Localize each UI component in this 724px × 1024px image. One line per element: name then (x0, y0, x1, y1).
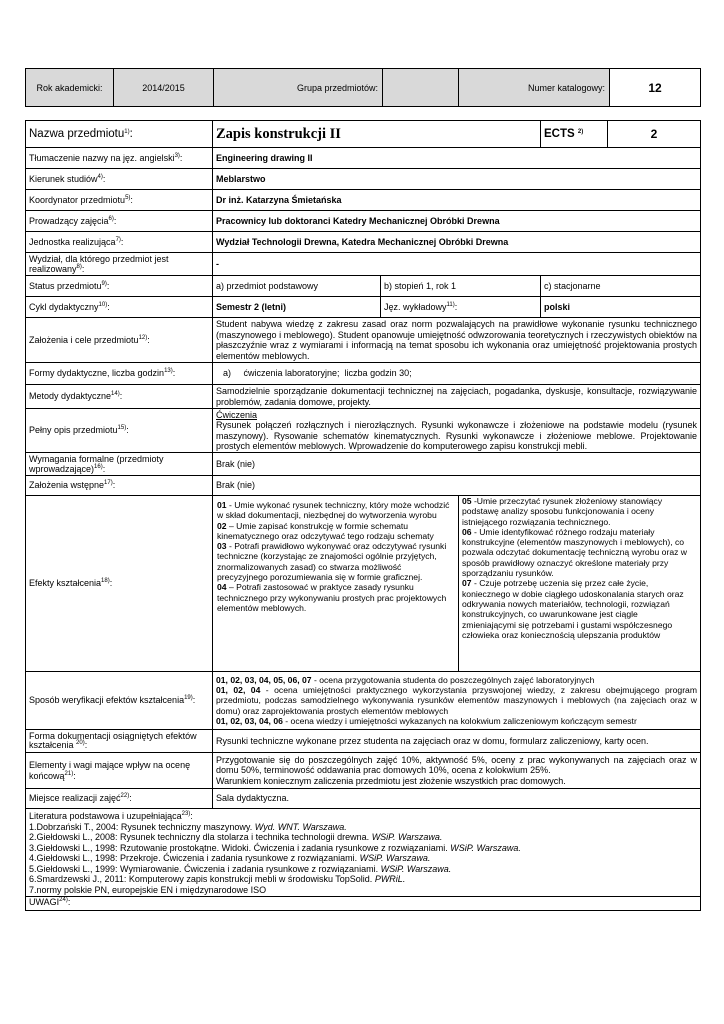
status-mode: c) stacjonarne (541, 276, 701, 297)
description-label: Pełny opis przedmiotu$^{15)}$: (26, 409, 213, 453)
forms-label: Formy dydaktyczne, liczba godzin$^{13)}$: (26, 363, 213, 385)
description-value (213, 409, 701, 453)
place-value: Sala dydaktyczna. (213, 789, 701, 809)
row-requirements (26, 453, 701, 476)
prerequisites-label: Założenia wstępne$^{17)}$: (26, 476, 213, 496)
field-label: Kierunek studiów$^{4)}$: (26, 169, 213, 190)
row-field (26, 169, 701, 190)
language-value: polski (541, 297, 701, 318)
row-status (26, 276, 701, 297)
place-label: Miejsce realizacji zajęć$^{22)}$: (26, 789, 213, 809)
row-notes (26, 897, 701, 911)
documentation-label: Forma dokumentacji osiągniętych efektów kształcenia $^{20)}$: (26, 730, 213, 753)
weights-value (213, 753, 701, 789)
faculty-label: Wydział, dla którego przedmiot jest realizowany$^{8)}$: (26, 253, 213, 276)
status-label: Status przedmiotu$^{9)}$: (26, 276, 213, 297)
weights-condition: Warunkiem koniecznym zaliczenia przedmiotu jest złożenie wszystkich prac domowych. (216, 775, 566, 786)
row-description (26, 409, 701, 453)
description-text: Rysunek połączeń rozłącznych i nierozłącznych. Rysunki wykonawcze i złożeniowe na podstawie modelu (rysunek maszynowy). Rysowanie schematów kinematycznych. Rysunki wykonawcze i złożeniowe meblowe. Projektowanie prostych elementów meblowych. Wprowadzenie do komputerowego zapisu konstrukcji mebli. (216, 420, 697, 451)
literature-item: 1.Dobrzański T., 2004: Rysunek techniczny maszynowy. Wyd. WNT. Warszawa. (29, 821, 347, 832)
verification-item: 01, 02, 03, 04, 06 - ocena wiedzy i umiejętności wykazanych na kolokwium zaliczeniowym kończącym semestr (216, 715, 637, 726)
verification-item: 01, 02, 04 - ocena umiejętności praktycznego wykorzystania przyswojonej wiedzy, z zakresu obejmującego program przedmiotu, podczas samodzielnego wykonywania rysunków elementów maszynowych i meblowych (na zajęciach oraz w domu) oraz zaprojektowania prostych elementów meblowych (216, 685, 697, 716)
literature-item: 2.Giełdowski L., 2008: Rysunek techniczny dla stolarza i technika technologii drewna. WSiP. Warszawa. (29, 832, 443, 842)
outcomes-label: Efekty kształcenia$^{18)}$: (26, 496, 213, 672)
status-level: b) stopień 1, rok 1 (381, 276, 541, 297)
course-name-value: Zapis konstrukcji II (213, 121, 541, 148)
verification-value (213, 672, 701, 730)
faculty-value: - (213, 253, 701, 276)
status-type: a) przedmiot podstawowy (213, 276, 381, 297)
subject-group-value (383, 69, 459, 107)
catalog-number-value: 12 (610, 69, 701, 107)
header-table (25, 68, 701, 107)
literature-item: 6.Smardzewski J., 2011: Komputerowy zapis konstrukcji mebli w środowisku TopSolid. PWRiL. (29, 874, 406, 884)
methods-label: Metody dydaktyczne$^{14)}$: (26, 385, 213, 409)
weights-text: Przygotowanie się do poszczególnych zajęć 10%, aktywność 5%, oceny z prac wykonywanych na zajęciach oraz w domu 50%, terminowość oddawania prac domowych 10%, ocena z kolokwium 25%. (216, 754, 697, 776)
verification-item: 01, 02, 03, 04, 05, 06, 07 - ocena przygotowania studenta do poszczególnych zajęć laboratoryjnych (216, 674, 595, 685)
outcome-item: 07 - Czuje potrzebę uczenia się przez całe życie, koniecznego w dobie ciągłego udoskonalania starych oraz odkrywania nowych materiałów, technologii, rozwiązań konstrukcyjnych, co uwarunkowane jest ciągle zmieniającymi się potrzebami i gustami współczesnego człowieka oraz koniecznością ulepszania produktów (462, 578, 684, 640)
coordinator-value: Dr inż. Katarzyna Śmietańska (213, 190, 701, 211)
translation-value: Engineering drawing II (213, 148, 701, 169)
teacher-value: Pracownicy lub doktoranci Katedry Mechanicznej Obróbki Drewna (213, 211, 701, 232)
outcome-item: 01 - Umie wykonać rysunek techniczny, który może wchodzić w skład dokumentacji, niezbędnej do wytworzenia wyrobu (217, 500, 450, 521)
row-outcomes (26, 496, 701, 672)
row-unit (26, 232, 701, 253)
outcomes-left (213, 496, 459, 672)
unit-label: Jednostka realizująca$^{7)}$: (26, 232, 213, 253)
row-faculty (26, 253, 701, 276)
literature-item: 4.Giełdowski L., 1998: Przekroje. Ćwiczenia i zadania rysunkowe z rozwiązaniami. WSiP. Warszawa. (29, 853, 431, 863)
row-cycle (26, 297, 701, 318)
course-name-label: Nazwa przedmiotu$^{1)}$: (26, 121, 213, 148)
catalog-number-label: Numer katalogowy: (459, 69, 610, 107)
field-value: Meblarstwo (213, 169, 701, 190)
row-place (26, 789, 701, 809)
outcome-item: 03 - Potrafi prawidłowo wykonywać oraz odczytywać rysunki techniczne (korzystając ze znajomości ogólnie przyjętych, znormalizowanych zasad) co stwarza możliwość precyzyjnego porozumiewania się w formie graficznej. (217, 541, 447, 583)
row-translation (26, 148, 701, 169)
teacher-label: Prowadzący zajęcia$^{6)}$: (26, 211, 213, 232)
language-label: Jęz. wykładowy$^{11)}$: (381, 297, 541, 318)
literature-item: 7.normy polskie PN, europejskie EN i międzynarodowe ISO (29, 884, 267, 895)
documentation-value: Rysunki techniczne wykonane przez studenta na zajęciach oraz w domu, formularz zaliczeniowy, karty ocen. (213, 730, 701, 753)
goals-label: Założenia i cele przedmiotu$^{12)}$: (26, 318, 213, 363)
goals-value: Student nabywa wiedzę z zakresu zasad oraz norm pozwalających na prawidłowe wykonanie rysunku technicznego (maszynowego i meblowego). Student opanowuje umiejętność odwzorowania teoretycznych i rzeczywistych obiektów na płaszczyźnie wraz z wymiarami i informacją na temat sposobu ich wykonania oraz umiejętność projektowania prostych elementów meblowych. (213, 318, 701, 363)
academic-year-label: Rok akademicki: (26, 69, 114, 107)
outcome-item: 04 – Potrafi zastosować w praktyce zasady rysunku technicznego przy wykonywaniu prostych prac projektowych elementów meblowych. (217, 582, 447, 613)
literature-item: 3.Giełdowski L., 1998: Rzutowanie prostokątne. Widoki. Ćwiczenia i zadania rysunkowe z rozwiązaniami. WSiP. Warszawa. (29, 842, 521, 853)
weights-label: Elementy i wagi mające wpływ na ocenę końcową$^{21)}$: (26, 753, 213, 789)
methods-value: Samodzielnie sporządzanie dokumentacji technicznej na zajęciach, pogadanka, dyskusje, konsultacje, rozwiązywanie problemów, zadania domowe, projekty. (213, 385, 701, 409)
row-methods (26, 385, 701, 409)
notes-label: UWAGI$^{24)}$: (26, 897, 701, 911)
cycle-label: Cykl dydaktyczny$^{10)}$: (26, 297, 213, 318)
unit-value: Wydział Technologii Drewna, Katedra Mechanicznej Obróbki Drewna (213, 232, 701, 253)
outcomes-right (459, 496, 701, 672)
literature-item: 5.Giełdowski L., 1999: Wymiarowanie. Ćwiczenia i zadania rysunkowe z rozwiązaniami. WSiP. Warszawa. (29, 863, 452, 874)
outcome-item: 02 – Umie zapisać konstrukcję w formie schematu kinematycznego oraz odczytywać tego rodzaju schematy (217, 520, 434, 541)
row-weights (26, 753, 701, 789)
literature-cell (26, 809, 701, 897)
academic-year-value: 2014/2015 (114, 69, 214, 107)
course-card-table (25, 120, 701, 911)
literature-label: Literatura podstawowa i uzupełniająca$^{23)}$: (29, 811, 193, 821)
verification-label: Sposób weryfikacji efektów kształcenia$^{19)}$: (26, 672, 213, 730)
subject-group-label: Grupa przedmiotów: (214, 69, 383, 107)
outcome-item: 05 -Umie przeczytać rysunek złożeniowy stanowiący podstawę analizy sposobu funkcjonowania i oceny istniejącego rozwiązania technicznego. (462, 496, 663, 527)
prerequisites-value: Brak (nie) (213, 476, 701, 496)
row-literature (26, 809, 701, 897)
requirements-label: Wymagania formalne (przedmioty wprowadzające)$^{16)}$: (26, 453, 213, 476)
row-forms (26, 363, 701, 385)
row-documentation (26, 730, 701, 753)
row-coordinator (26, 190, 701, 211)
outcome-item: 06 - Umie identyfikować różnego rodzaju materiały konstrukcyjne (elementów maszynowych i meblowych), co pozwala odczytać dokumentację techniczną wyrobu oraz w sposób prawidłowy oznaczyć określone materiały przy sporządzaniu rysunków. (462, 526, 687, 579)
row-teacher (26, 211, 701, 232)
cycle-value: Semestr 2 (letni) (213, 297, 381, 318)
forms-value: a) ćwiczenia laboratoryjne; liczba godzin 30; (213, 363, 701, 385)
row-prerequisites (26, 476, 701, 496)
row-course-name (26, 121, 701, 148)
requirements-value: Brak (nie) (213, 453, 701, 476)
description-heading: Ćwiczenia (216, 409, 258, 420)
coordinator-label: Koordynator przedmiotu$^{5)}$: (26, 190, 213, 211)
ects-label: ECTS $^{2)}$ (541, 121, 608, 148)
ects-value: 2 (608, 121, 701, 148)
translation-label: Tłumaczenie nazwy na jęz. angielski$^{3)}$: (26, 148, 213, 169)
row-verification (26, 672, 701, 730)
row-goals (26, 318, 701, 363)
